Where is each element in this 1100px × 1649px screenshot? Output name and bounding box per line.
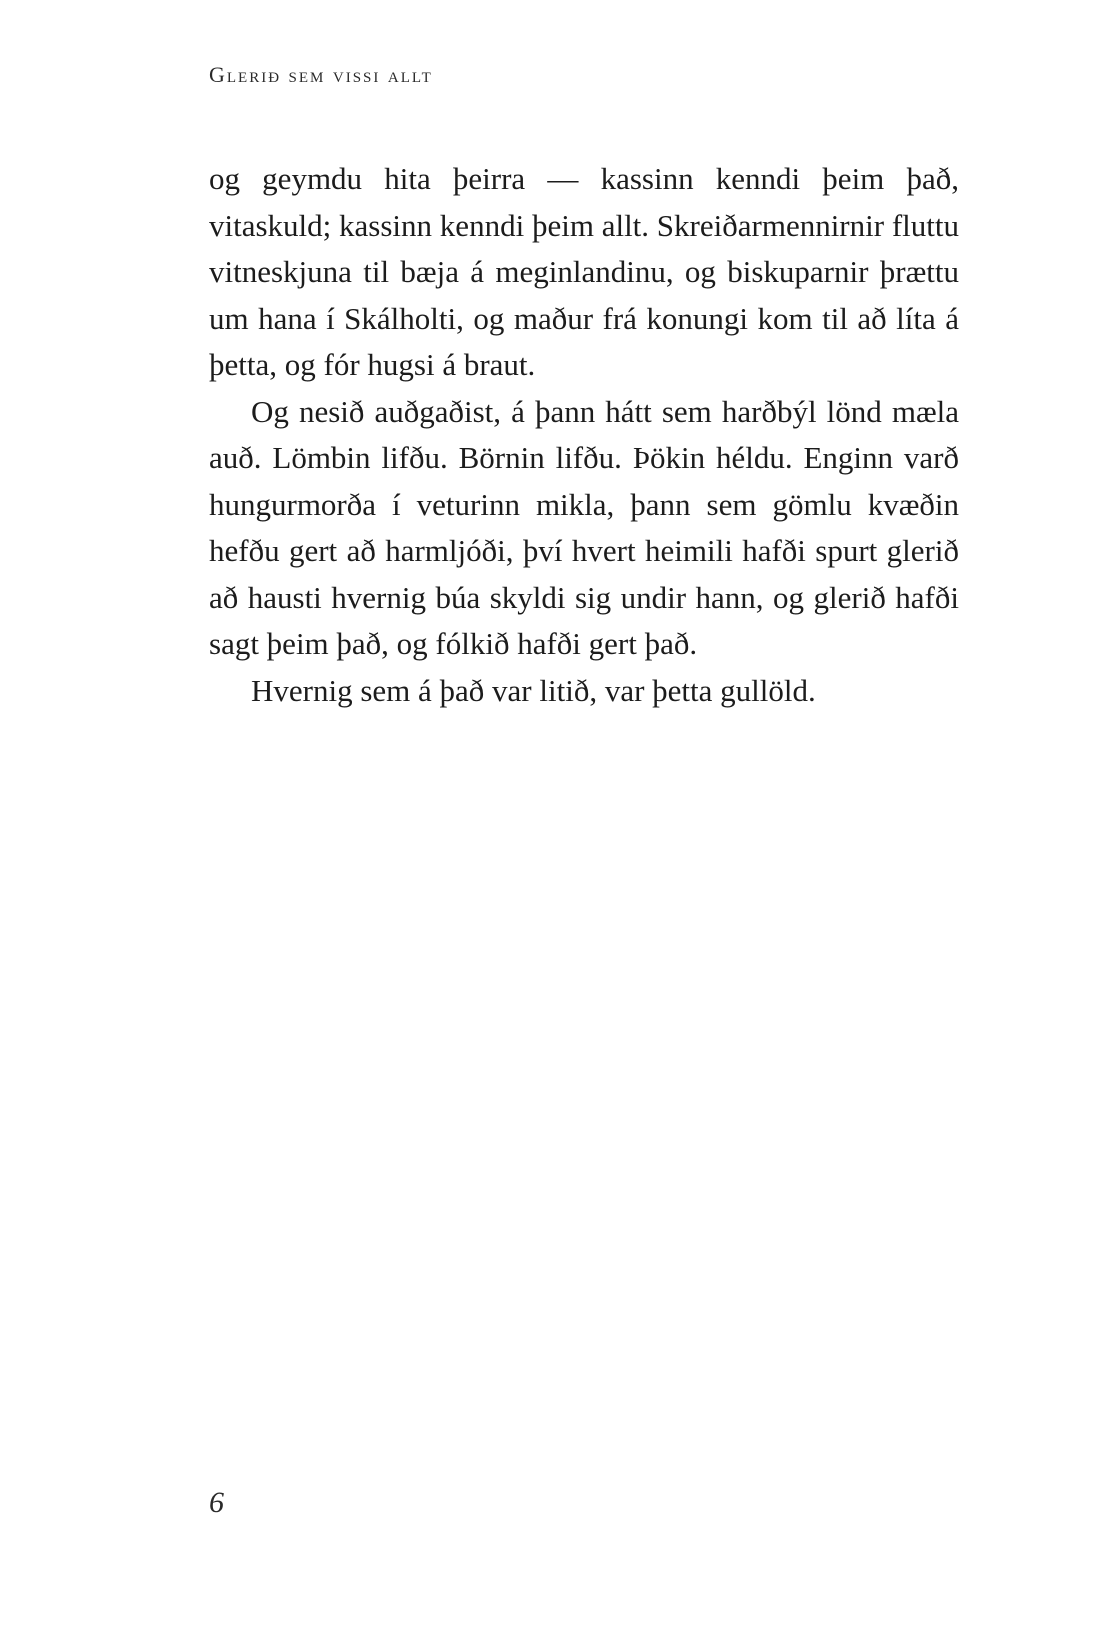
running-head-title: Glerið sem vissi allt <box>209 62 433 87</box>
paragraph: Og nesið auðgaðist, á þann hátt sem harðbýl lönd mæla auð. Lömbin lifðu. Börnin lifðu. Þökin héldu. Enginn varð hungurmorða í veturinn mikla, þann sem gömlu kvæðin hefðu gert að harmljóði, því hvert heimili hafði spurt glerið að hausti hvernig búa skyldi sig undir hann, og glerið hafði sagt þeim það, og fólkið hafði gert það. <box>209 393 959 661</box>
body-text <box>209 156 959 714</box>
paragraph-closing: Hvernig sem á það var litið, var þetta gullöld. <box>251 672 816 708</box>
paragraph-continued: og geymdu hita þeirra — kassinn kenndi þeim það, vitaskuld; kassinn kenndi þeim allt. Skreiðarmennirnir fluttu vitneskjuna til bæja á meginlandinu, og biskuparnir þrættu um hana í Skálholti, og maður frá konungi kom til að líta á þetta, og fór hugsi á braut. <box>209 161 959 382</box>
page-number: 6 <box>209 1486 224 1519</box>
